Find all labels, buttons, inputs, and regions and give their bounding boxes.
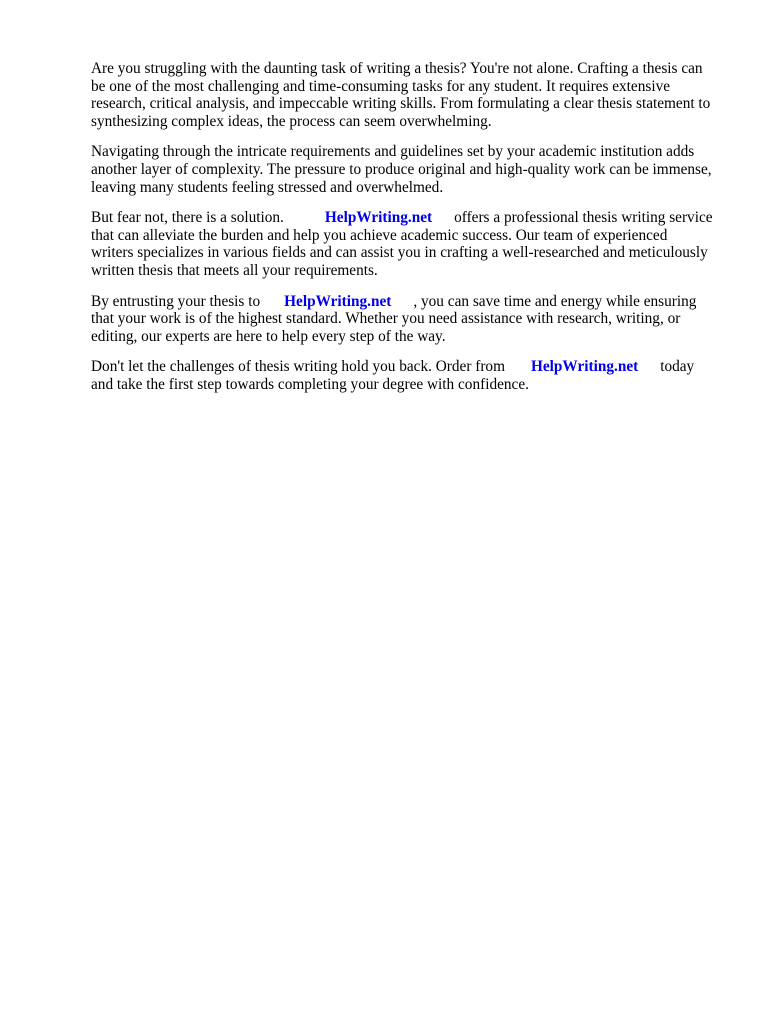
paragraph-entrusting: [91, 293, 731, 346]
text-line: written thesis that meets all your requirements.: [91, 261, 378, 279]
text-segment: offers a professional thesis writing service: [454, 209, 713, 227]
helpwriting-link[interactable]: HelpWriting.net: [530, 358, 639, 376]
text-line: [91, 293, 731, 311]
text-line: that your work is of the highest standard. Whether you need assistance with research, writing, or: [91, 310, 681, 328]
document-body: [91, 60, 731, 407]
text-line: another layer of complexity. The pressure to produce original and high-quality work can be immense,: [91, 160, 712, 178]
text-line: synthesizing complex ideas, the process can seem overwhelming.: [91, 112, 492, 130]
text-line: and take the first step towards completing your degree with confidence.: [91, 375, 529, 393]
paragraph-intro: [91, 60, 731, 130]
text-line: be one of the most challenging and time-consuming tasks for any student. It requires extensive: [91, 77, 671, 95]
text-line: [91, 209, 731, 227]
helpwriting-link[interactable]: HelpWriting.net: [284, 292, 392, 310]
text-line: Navigating through the intricate requirements and guidelines set by your academic institution adds: [91, 143, 695, 161]
paragraph-call-to-action: [91, 358, 731, 393]
text-line: writers specializes in various fields and can assist you in crafting a well-researched and meticulously: [91, 244, 708, 262]
text-line: that can alleviate the burden and help you achieve academic success. Our team of experienced: [91, 226, 668, 244]
text-line: [91, 358, 731, 376]
text-segment: By entrusting your thesis to: [91, 292, 261, 310]
text-line: Are you struggling with the daunting task of writing a thesis? You're not alone. Crafting a thesis can: [91, 60, 703, 77]
helpwriting-link[interactable]: HelpWriting.net: [324, 209, 433, 227]
text-line: editing, our experts are here to help every step of the way.: [91, 327, 446, 345]
text-segment: But fear not, there is a solution.: [91, 209, 284, 227]
paragraph-solution: [91, 209, 731, 279]
text-segment: , you can save time and energy while ensuring: [413, 292, 697, 310]
text-segment: Don't let the challenges of thesis writing hold you back. Order from: [91, 358, 505, 376]
text-line: research, critical analysis, and impeccable writing skills. From formulating a clear thesis statement to: [91, 95, 711, 113]
paragraph-complexity: [91, 143, 731, 196]
text-line: leaving many students feeling stressed and overwhelmed.: [91, 178, 444, 196]
text-segment: today: [660, 358, 695, 376]
